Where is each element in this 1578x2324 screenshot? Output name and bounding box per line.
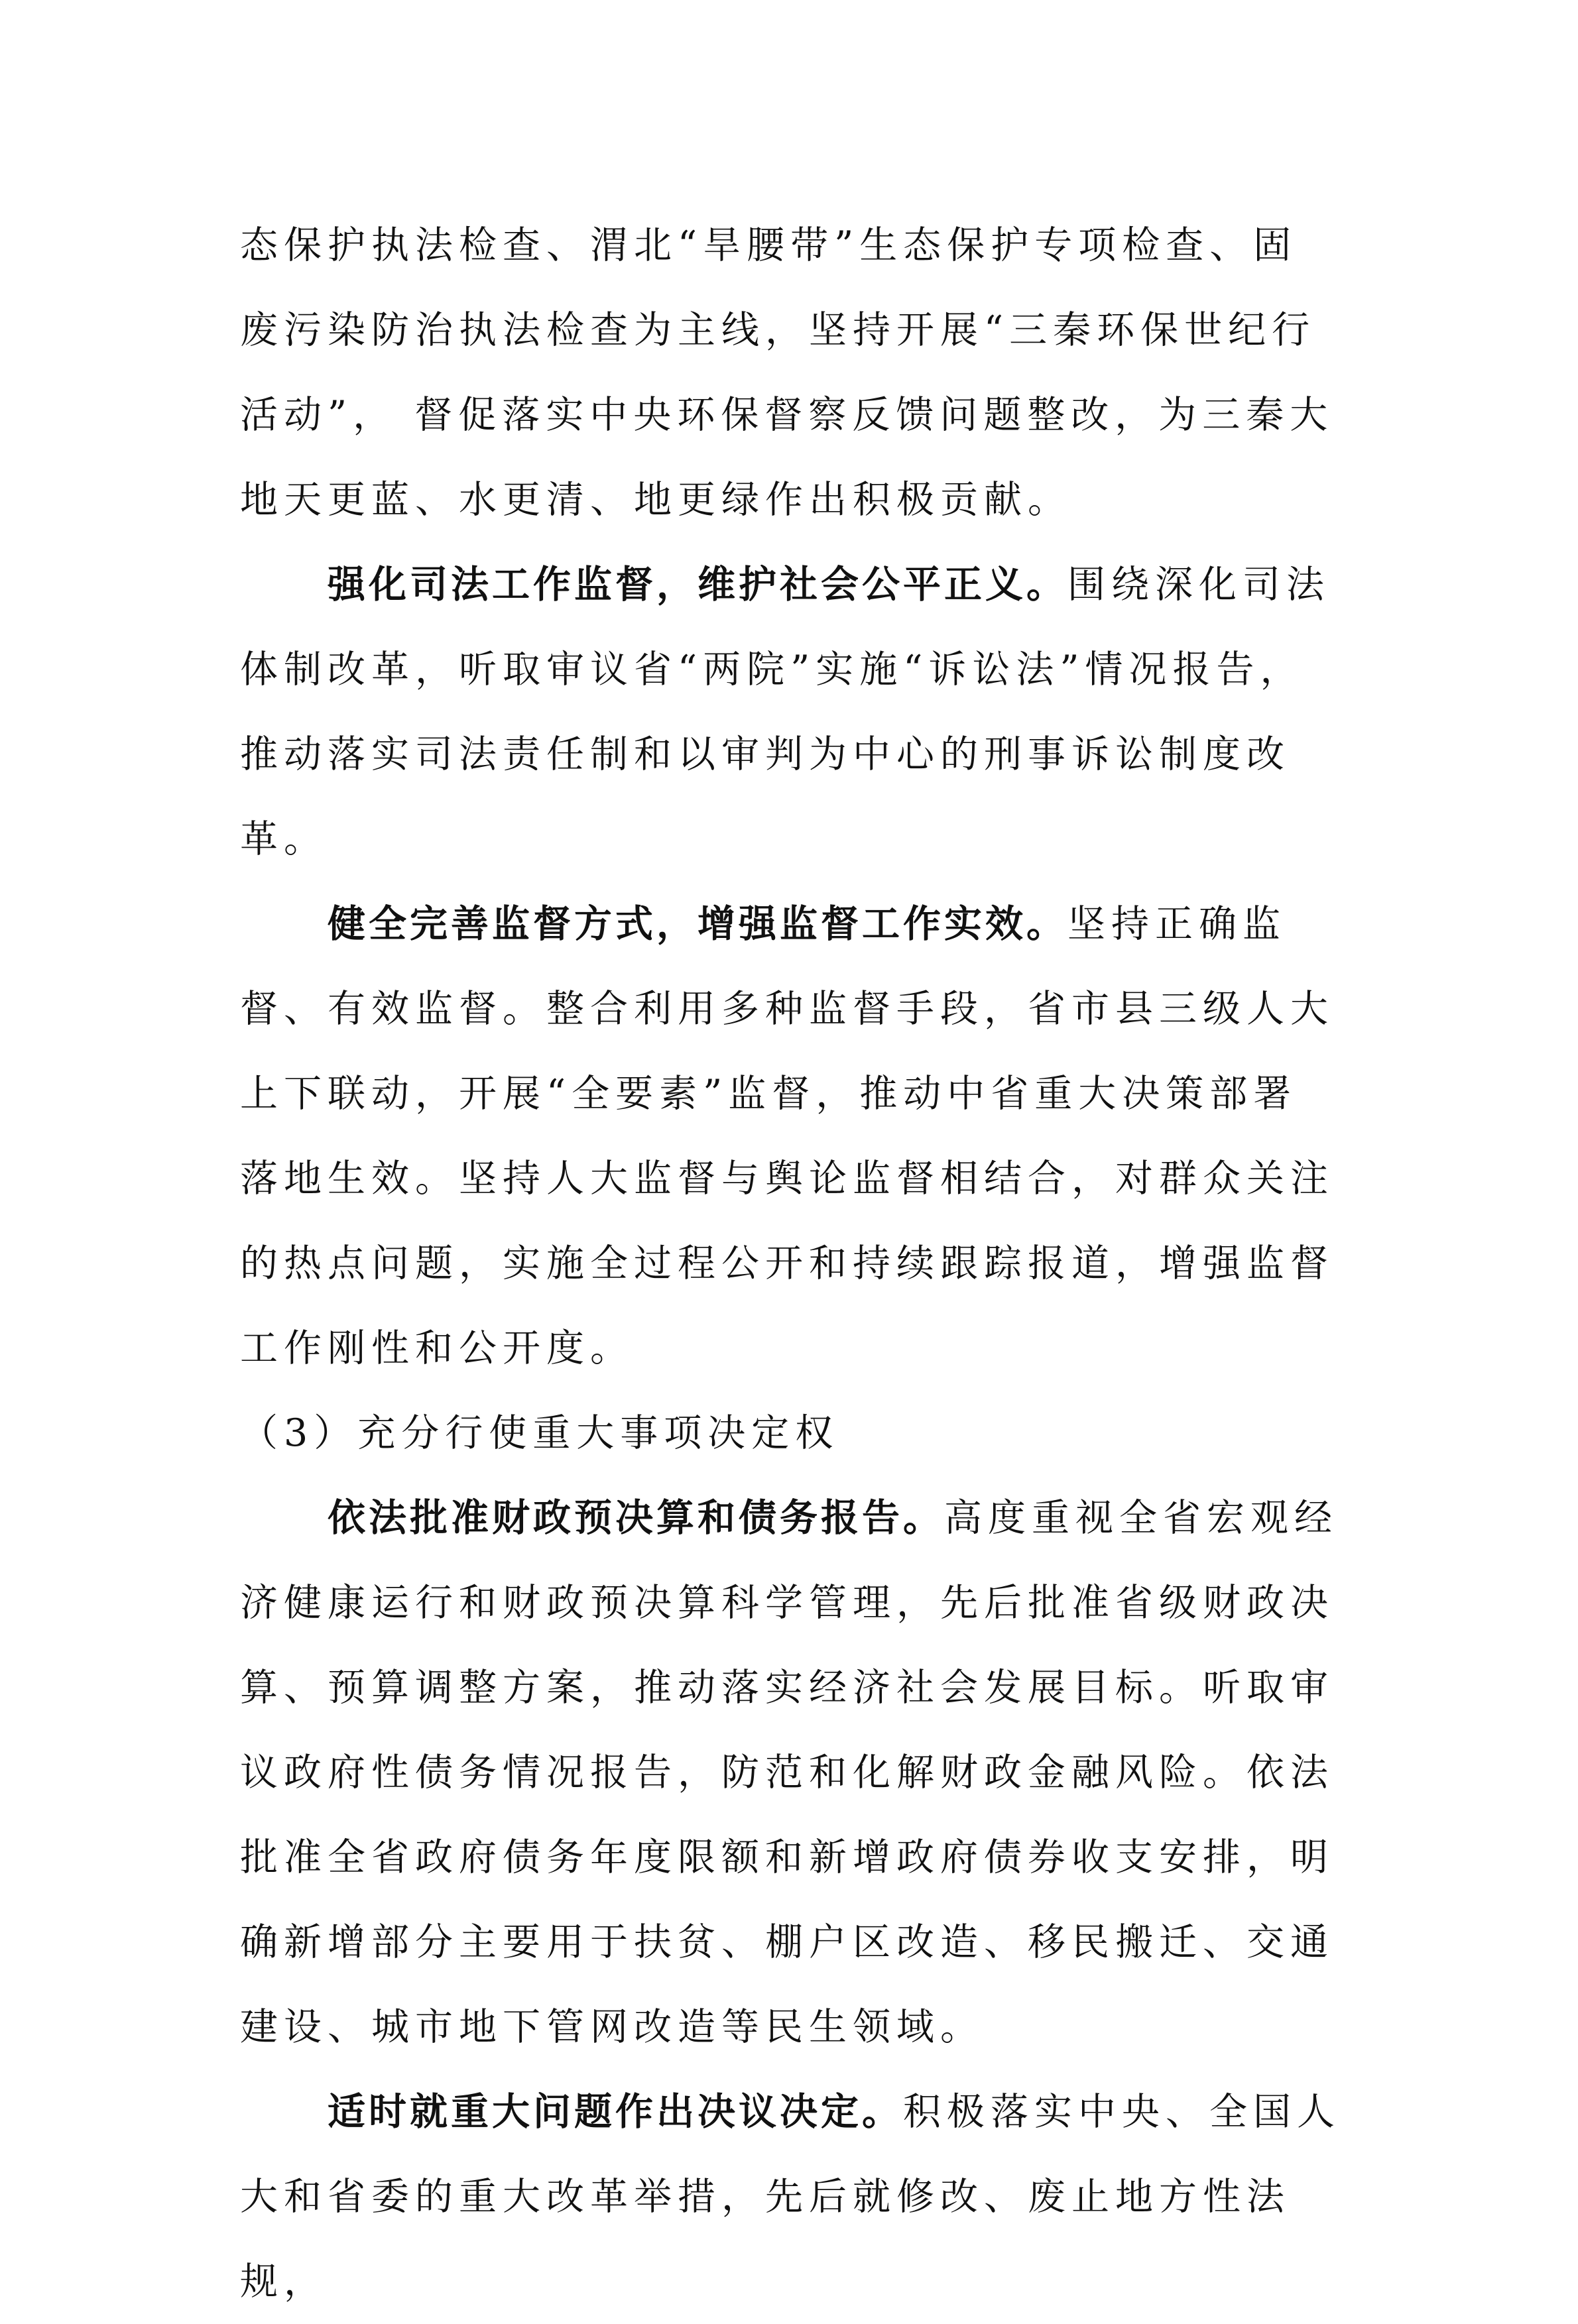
paragraph-text: 态保护执法检查、渭北“旱腰带”生态保护专项检查、固废污染防治执法检查为主线，坚持开展“三秦环保世纪行活动”， 督促落实中央环保督察反馈问题整改，为三秦大地天更蓝、水更清、地更绿作出积极贡献。 <box>240 223 1334 522</box>
paragraph-text: 围绕深化司法体制改革，听取审议省“两院”实施“诉讼法”情况报告，推动落实司法责任制和以审判为中心的刑事诉讼制度改革。 <box>240 563 1330 861</box>
paragraph-judicial-supervision <box>240 542 1341 882</box>
paragraph-lead-bold: 依法批准财政预决算和债务报告。 <box>328 1495 944 1540</box>
paragraph-major-decisions <box>240 2069 1341 2324</box>
paragraph-text: 积极落实中央、全国人大和省委的重大改革举措，先后就修改、废止地方性法规， <box>240 2090 1341 2303</box>
document-body <box>240 203 1341 2324</box>
paragraph-budget-approval <box>240 1476 1341 2069</box>
paragraph-lead-bold: 强化司法工作监督，维护社会公平正义。 <box>328 562 1067 607</box>
paragraph-text: 坚持正确监督、有效监督。整合利用多种监督手段，省市县三级人大上下联动，开展“全要素”监督，推动中省重大决策部署落地生效。坚持人大监督与舆论监督相结合，对群众关注的热点问题，实施全过程公开和持续跟踪报道，增强监督工作刚性和公开度。 <box>240 902 1334 1370</box>
paragraph-ecology-inspection <box>240 203 1341 542</box>
paragraph-lead-bold: 适时就重大问题作出决议决定。 <box>328 2089 903 2134</box>
paragraph-text: 高度重视全省宏观经济健康运行和财政预决算科学管理，先后批准省级财政决算、预算调整方案，推动落实经济社会发展目标。听取审议政府性债务情况报告，防范和化解财政金融风险。依法批准全省政府债务年度限额和新增政府债券收支安排，明确新增部分主要用于扶贫、棚户区改造、移民搬迁、交通建设、城市地下管网改造等民生领域。 <box>240 1496 1338 2049</box>
section-heading: （3）充分行使重大事项决定权 <box>240 1411 839 1455</box>
paragraph-lead-bold: 健全完善监督方式，增强监督工作实效。 <box>328 901 1067 946</box>
paragraph-supervision-methods <box>240 882 1341 1391</box>
